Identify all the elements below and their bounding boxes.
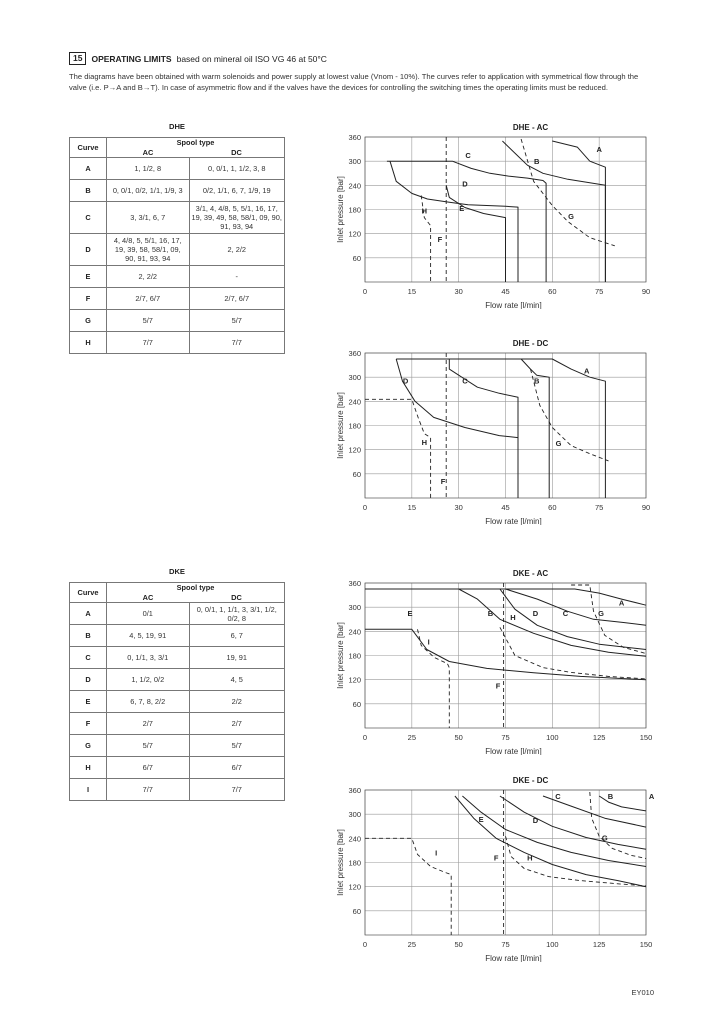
x-tick-label: 25	[407, 940, 417, 949]
y-tick-label: 240	[348, 627, 361, 637]
series-label-h: H	[510, 613, 516, 623]
series-label-a: A	[618, 598, 625, 608]
x-tick-label: 125	[592, 733, 606, 742]
curve-cell: I	[70, 779, 107, 801]
chart-title: DKE - AC	[512, 569, 549, 578]
x-tick-label: 45	[501, 287, 510, 296]
series-label-d: D	[462, 179, 468, 189]
series-line-d	[462, 796, 646, 867]
y-tick-label: 300	[348, 157, 361, 167]
series-label-i: I	[427, 637, 430, 647]
x-tick-label: 90	[641, 287, 651, 296]
series-label-f: F	[440, 477, 446, 487]
x-tick-label: 75	[594, 503, 604, 512]
dc-cell: 3/1, 4, 4/8, 5, 5/1, 16, 17, 19, 39, 49, 58, 58/1, 09, 90, 91, 93, 94	[189, 202, 285, 234]
table-row	[70, 691, 285, 713]
dc-cell: 2, 2/2	[189, 234, 285, 266]
x-tick-label: 15	[407, 503, 417, 512]
series-line-g	[531, 369, 609, 461]
curve-cell: E	[70, 691, 107, 713]
chart-dke-dc	[325, 770, 665, 962]
x-tick-label: 125	[592, 940, 606, 949]
series-label-b: B	[607, 792, 614, 802]
series-label-g: G	[568, 211, 574, 221]
series-line-g	[521, 139, 615, 246]
spool-type-header: Spool type	[107, 138, 285, 148]
y-tick-label: 60	[352, 699, 361, 709]
ac-header: AC	[107, 592, 190, 603]
y-tick-label: 180	[348, 858, 361, 868]
series-label-a: A	[648, 792, 655, 802]
y-tick-label: 240	[348, 834, 361, 844]
series-label-b: B	[534, 157, 540, 167]
y-tick-label: 120	[348, 229, 361, 239]
curve-cell: C	[70, 647, 107, 669]
y-tick-label: 360	[348, 786, 361, 795]
x-tick-label: 150	[639, 940, 653, 949]
table-row	[70, 735, 285, 757]
table-row	[70, 603, 285, 625]
series-label-f: F	[437, 234, 443, 244]
ac-cell: 5/7	[107, 310, 190, 332]
dc-cell: 5/7	[189, 735, 285, 757]
table-row	[70, 647, 285, 669]
x-tick-label: 60	[548, 503, 557, 512]
ac-cell: 6, 7, 8, 2/2	[107, 691, 190, 713]
x-tick-label: 25	[407, 733, 417, 742]
spool-type-header: Spool type	[107, 583, 285, 593]
ac-cell: 2/7, 6/7	[107, 288, 190, 310]
dc-cell: 6, 7	[189, 625, 285, 647]
ac-cell: 6/7	[107, 757, 190, 779]
y-tick-label: 120	[348, 882, 361, 892]
table-row	[70, 158, 285, 180]
y-axis-label: Inlet pressure [bar]	[336, 392, 345, 459]
curve-cell: A	[70, 158, 107, 180]
x-tick-label: 0	[362, 733, 368, 742]
dc-header: DC	[189, 592, 285, 603]
dc-cell: 0, 0/1, 1, 1/1, 3, 3/1, 1/2, 0/2, 8	[189, 603, 285, 625]
y-tick-label: 300	[348, 603, 361, 613]
curve-cell: D	[70, 234, 107, 266]
section-title: OPERATING LIMITS	[91, 53, 172, 64]
curve-cell: F	[70, 713, 107, 735]
y-axis-label: Inlet pressure [bar]	[336, 829, 345, 896]
series-label-b: B	[534, 376, 540, 386]
y-axis-label: Inlet pressure [bar]	[336, 622, 345, 689]
section-header	[69, 52, 327, 65]
series-label-f: F	[495, 681, 501, 691]
series-label-h: H	[421, 438, 428, 448]
dc-cell: -	[189, 266, 285, 288]
x-tick-label: 0	[362, 287, 368, 296]
series-line-a	[552, 141, 605, 282]
y-tick-label: 300	[348, 810, 361, 820]
series-label-e: E	[478, 815, 484, 824]
dc-cell: 4, 5	[189, 669, 285, 691]
table-row	[70, 288, 285, 310]
y-tick-label: 60	[352, 906, 361, 916]
dc-cell: 2/2	[189, 691, 285, 713]
dc-header: DC	[189, 147, 285, 158]
series-label-g: G	[555, 438, 562, 448]
series-label-e: E	[459, 203, 465, 213]
section-number: 15	[69, 52, 86, 65]
curve-cell: E	[70, 266, 107, 288]
dc-cell: 6/7	[189, 757, 285, 779]
ac-cell: 0/1	[107, 603, 190, 625]
ac-cell: 2/7	[107, 713, 190, 735]
ac-cell: 1, 1/2, 8	[107, 158, 190, 180]
chart-title: DHE - AC	[512, 123, 549, 132]
x-axis-label: Flow rate [l/min]	[485, 747, 542, 755]
table-header-row	[70, 583, 285, 593]
series-line-c	[449, 359, 518, 498]
series-line-a	[599, 796, 646, 811]
y-tick-label: 180	[348, 651, 361, 661]
y-tick-label: 180	[348, 421, 361, 431]
x-tick-label: 50	[454, 733, 463, 742]
dc-cell: 19, 91	[189, 647, 285, 669]
series-label-a: A	[596, 145, 602, 155]
x-tick-label: 0	[362, 503, 368, 512]
table-row	[70, 669, 285, 691]
series-label-g: G	[601, 833, 608, 843]
ac-cell: 4, 5, 19, 91	[107, 625, 190, 647]
x-tick-label: 100	[546, 940, 559, 949]
series-line-h	[365, 399, 431, 498]
ac-cell: 0, 0/1, 0/2, 1/1, 1/9, 3	[107, 180, 190, 202]
curve-cell: A	[70, 603, 107, 625]
table-row	[70, 234, 285, 266]
y-tick-label: 300	[348, 373, 361, 383]
x-tick-label: 100	[546, 733, 559, 742]
table-row	[70, 180, 285, 202]
ac-cell: 4, 4/8, 5, 5/1, 16, 17, 19, 39, 58, 58/1, 09, 90, 91, 93, 94	[107, 234, 190, 266]
series-label-c: C	[465, 151, 471, 161]
x-tick-label: 30	[454, 287, 463, 296]
y-tick-label: 240	[348, 181, 361, 191]
table-row	[70, 779, 285, 801]
series-line-a	[396, 359, 605, 498]
dke-spool-table	[69, 582, 285, 801]
y-tick-label: 180	[348, 205, 361, 215]
x-tick-label: 90	[641, 503, 651, 512]
intro-paragraph: The diagrams have been obtained with warm solenoids and power supply at lowest value (Vnom - 10%). The curves refer to application with symmetrical flow through the valve (i.e. P→A and B→T). In case of asymmetric flow and if the valves have the devices for controlling the switching times the operating limits must be reduced.	[69, 72, 639, 92]
dc-cell: 7/7	[189, 779, 285, 801]
dc-cell: 2/7	[189, 713, 285, 735]
ac-cell: 7/7	[107, 779, 190, 801]
curve-cell: G	[70, 735, 107, 757]
x-tick-label: 50	[454, 940, 463, 949]
x-tick-label: 75	[594, 287, 604, 296]
series-line-d	[390, 161, 518, 282]
series-line-h	[500, 627, 646, 679]
table-row	[70, 202, 285, 234]
series-label-h: H	[421, 206, 428, 216]
series-label-c: C	[462, 376, 468, 386]
series-label-b: B	[487, 609, 494, 619]
dc-cell: 0, 0/1, 1, 1/2, 3, 8	[189, 158, 285, 180]
table-row	[70, 713, 285, 735]
ac-cell: 1, 1/2, 0/2	[107, 669, 190, 691]
curve-cell: F	[70, 288, 107, 310]
dhe-spool-table	[69, 137, 285, 354]
dc-cell: 2/7, 6/7	[189, 288, 285, 310]
table-header-row	[70, 138, 285, 148]
chart-title: DHE - DC	[512, 339, 549, 348]
table-row	[70, 266, 285, 288]
series-label-d: D	[532, 609, 539, 619]
dhe-table-title: DHE	[168, 122, 186, 131]
ac-cell: 0, 1/1, 3, 3/1	[107, 647, 190, 669]
dc-cell: 0/2, 1/1, 6, 7, 1/9, 19	[189, 180, 285, 202]
ac-cell: 2, 2/2	[107, 266, 190, 288]
table-row	[70, 332, 285, 354]
series-label-f: F	[493, 853, 499, 863]
x-axis-label: Flow rate [l/min]	[485, 517, 542, 525]
ac-cell: 3, 3/1, 6, 7	[107, 202, 190, 234]
series-label-d: D	[532, 816, 539, 826]
dc-cell: 5/7	[189, 310, 285, 332]
series-label-g: G	[598, 609, 604, 619]
curve-cell: D	[70, 669, 107, 691]
x-tick-label: 0	[362, 940, 368, 949]
x-axis-label: Flow rate [l/min]	[485, 301, 542, 309]
x-axis-label: Flow rate [l/min]	[485, 954, 542, 962]
y-tick-label: 120	[348, 675, 361, 685]
y-tick-label: 360	[348, 133, 361, 142]
x-tick-label: 60	[548, 287, 557, 296]
footer-code: EY010	[631, 988, 654, 997]
chart-dhe-ac	[325, 117, 665, 309]
series-label-c: C	[555, 792, 561, 802]
x-tick-label: 45	[501, 503, 510, 512]
x-tick-label: 75	[501, 733, 510, 742]
ac-cell: 7/7	[107, 332, 190, 354]
x-tick-label: 30	[454, 503, 463, 512]
y-axis-label: Inlet pressure [bar]	[336, 176, 345, 243]
y-tick-label: 240	[348, 397, 361, 407]
chart-title: DKE - DC	[512, 776, 549, 785]
series-label-d: D	[402, 376, 409, 386]
curve-cell: B	[70, 180, 107, 202]
series-label-a: A	[583, 366, 590, 376]
curve-cell: G	[70, 310, 107, 332]
x-tick-label: 150	[639, 733, 653, 742]
y-tick-label: 120	[348, 445, 361, 455]
series-label-c: C	[562, 609, 569, 619]
chart-dhe-dc	[325, 333, 665, 525]
curve-cell: C	[70, 202, 107, 234]
y-tick-label: 60	[352, 253, 361, 263]
y-tick-label: 360	[348, 349, 361, 358]
section-subtitle: based on mineral oil ISO VG 46 at 50°C	[176, 53, 327, 64]
curve-header: Curve	[70, 583, 107, 603]
table-row	[70, 625, 285, 647]
x-tick-label: 75	[501, 940, 510, 949]
ac-header: AC	[107, 147, 190, 158]
series-line-d	[396, 359, 518, 498]
curve-cell: H	[70, 332, 107, 354]
curve-cell: H	[70, 757, 107, 779]
curve-cell: B	[70, 625, 107, 647]
table-row	[70, 310, 285, 332]
chart-dke-ac	[325, 563, 665, 755]
x-tick-label: 15	[407, 287, 417, 296]
series-label-i: I	[435, 848, 438, 858]
series-label-h: H	[527, 853, 533, 863]
table-row	[70, 757, 285, 779]
ac-cell: 5/7	[107, 735, 190, 757]
series-line-e	[455, 796, 646, 887]
dc-cell: 7/7	[189, 332, 285, 354]
series-label-e: E	[407, 609, 413, 619]
y-tick-label: 360	[348, 579, 361, 588]
y-tick-label: 60	[352, 469, 361, 479]
dke-table-title: DKE	[168, 567, 186, 576]
curve-header: Curve	[70, 138, 107, 158]
